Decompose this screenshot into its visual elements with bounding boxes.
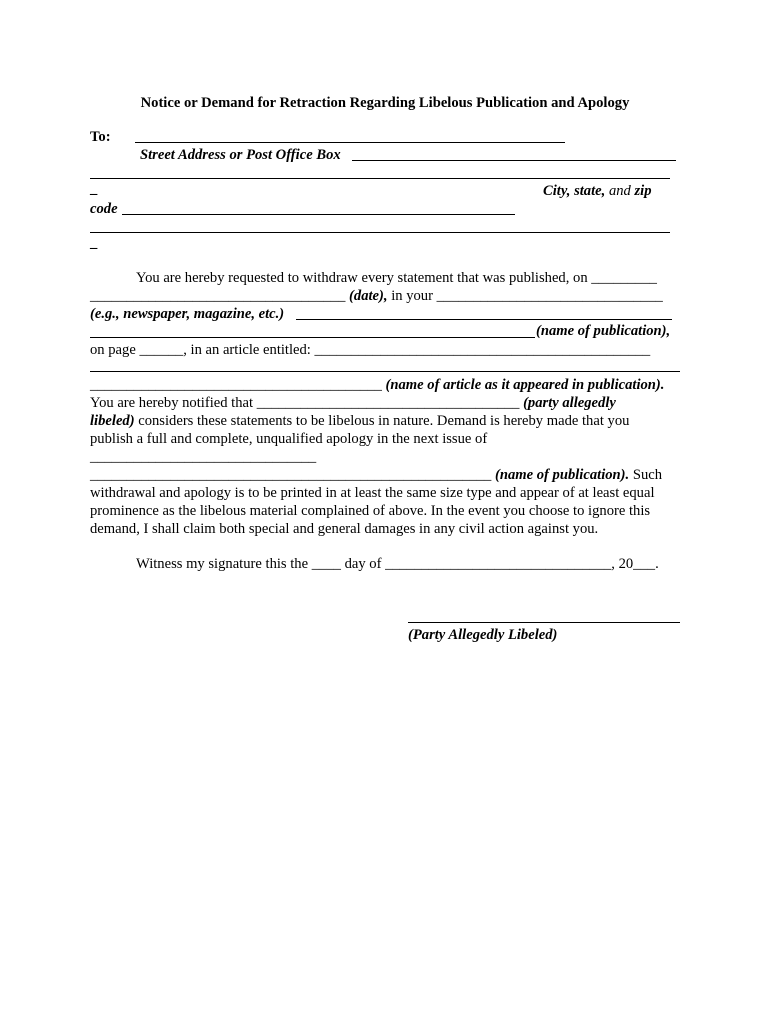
date-blank: ___________________________________ <box>90 288 346 304</box>
p1-article-line <box>90 376 664 394</box>
publication-name-label-1: (name of publication), <box>536 323 671 339</box>
address-blank-line <box>90 178 670 179</box>
publication-type-label: (e.g., newspaper, magazine, etc.) <box>90 306 285 322</box>
p2-publish-line: publish a full and complete, unqualified apology in the next issue of <box>90 431 488 447</box>
publication-blank: _______________________________________________________ <box>90 467 492 483</box>
p1-on-page-line: on page ______, in an article entitled: ______________________________________________ <box>90 342 651 358</box>
code-label: code <box>90 201 118 217</box>
extra-address-blank-line <box>90 232 670 233</box>
p2-line-prominence: prominence as the libelous material complained of above. In the event you choose to ignore this <box>90 503 651 519</box>
notified-text: You are hereby notified that ____________________________________ <box>90 395 520 411</box>
p2-line-withdrawal: withdrawal and apology is to be printed in at least the same size type and appear of at least equal <box>90 485 655 501</box>
p2-line-demand: demand, I shall claim both special and general damages in any civil action against you. <box>90 521 599 537</box>
p2-considers-line <box>90 412 629 430</box>
street-address-label: Street Address or Post Office Box <box>140 147 341 163</box>
zip-code-blank-line <box>122 214 515 215</box>
city-state-text: City, state, <box>543 183 606 199</box>
p1-line-2 <box>90 287 663 305</box>
signature-line <box>408 622 680 623</box>
libeled-label: libeled) <box>90 413 135 429</box>
and-text: and <box>608 183 631 199</box>
to-label: To: <box>90 129 111 145</box>
publication-name-label-2: (name of publication). <box>494 467 630 483</box>
such-text: Such <box>632 467 663 483</box>
signature-label: (Party Allegedly Libeled) <box>408 627 558 643</box>
p2-notified-line <box>90 394 616 412</box>
article-blank: ________________________________________ <box>90 377 382 393</box>
address-blank-tail: _ <box>90 181 98 197</box>
date-label: (date), <box>349 288 388 304</box>
publication-type-blank-line <box>296 319 672 320</box>
street-address-blank-line <box>352 160 676 161</box>
article-title-blank-line <box>90 371 680 372</box>
considers-text: considers these statements to be libelous in nature. Demand is hereby made that you <box>138 413 630 429</box>
publication-name-blank-line <box>90 337 535 338</box>
extra-address-blank-tail: _ <box>90 235 98 251</box>
to-blank-line <box>135 142 565 143</box>
p2-short-blank: _______________________________ <box>90 449 317 465</box>
zip-text: zip <box>634 183 652 199</box>
in-your-text: in your _______________________________ <box>391 288 663 304</box>
article-name-label: (name of article as it appeared in publication). <box>385 377 665 393</box>
party-allegedly-label: (party allegedly <box>523 395 616 411</box>
city-state-zip-label <box>543 182 652 200</box>
witness-line: Witness my signature this the ____ day of _______________________________, 20___. <box>136 556 659 572</box>
p1-line-1: You are hereby requested to withdraw every statement that was published, on _________ <box>136 270 657 286</box>
p2-publication-line <box>90 466 662 484</box>
document-title: Notice or Demand for Retraction Regarding Libelous Publication and Apology <box>140 95 630 111</box>
